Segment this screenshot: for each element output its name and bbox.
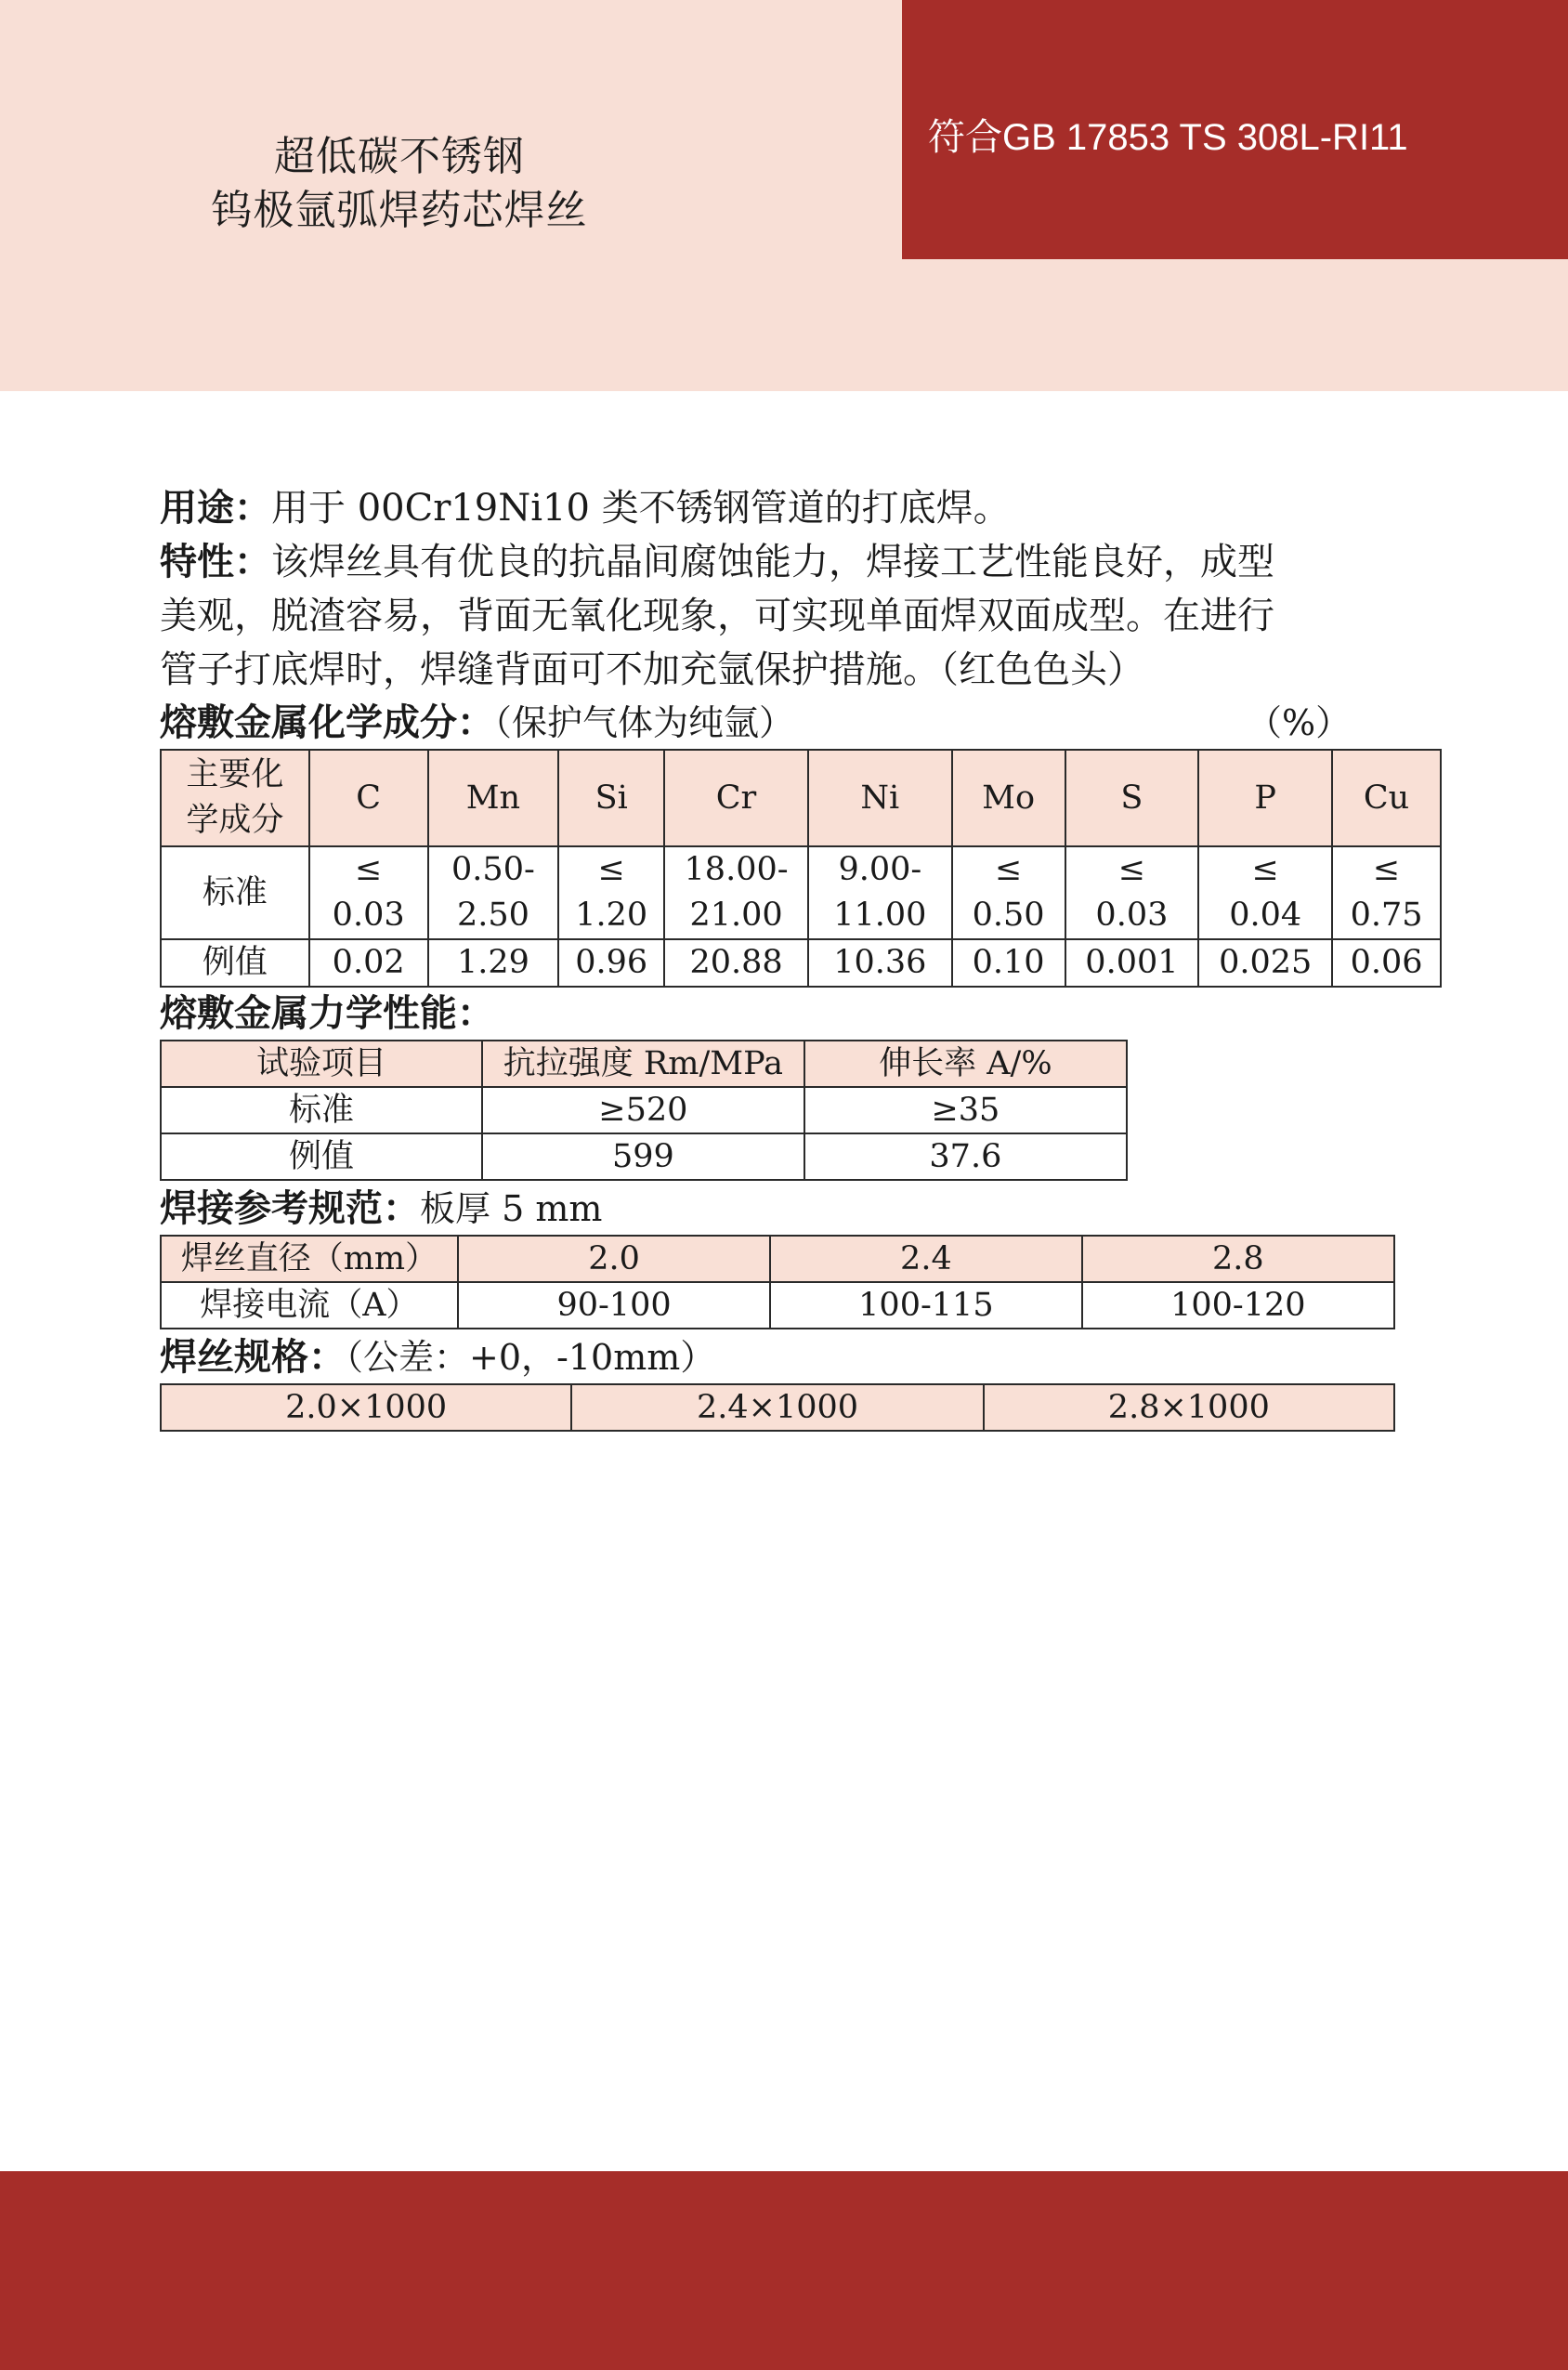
example-cell: 1.29 bbox=[428, 939, 559, 987]
title-line-2: 钨极氩弧焊药芯焊丝 bbox=[211, 187, 588, 234]
element-s: S bbox=[1065, 750, 1199, 846]
features-text-1: 该焊丝具有优良的抗晶间腐蚀能力，焊接工艺性能良好，成型 bbox=[271, 541, 1274, 583]
example-cell: 10.36 bbox=[808, 939, 952, 987]
current-row bbox=[161, 1282, 1394, 1329]
product-title bbox=[130, 130, 669, 238]
std-cell bbox=[428, 846, 559, 939]
example-cell: 0.96 bbox=[558, 939, 664, 987]
std-bottom: 21.00 bbox=[689, 897, 783, 934]
std-top: 18.00- bbox=[684, 851, 789, 888]
element-si: Si bbox=[558, 750, 664, 846]
welding-parameters-table bbox=[160, 1235, 1395, 1329]
wire-size-row bbox=[161, 1384, 1394, 1431]
chem-header-row bbox=[161, 750, 1441, 846]
title-line-1: 超低碳不锈钢 bbox=[274, 133, 525, 180]
mech-cell: 标准 bbox=[161, 1087, 482, 1133]
features-line-3: 管子打底焊时，焊缝背面可不加充氩保护措施。（红色色头） bbox=[160, 648, 1144, 691]
standard-badge bbox=[902, 0, 1568, 259]
std-bottom: 11.00 bbox=[833, 897, 927, 934]
std-top: ≤ bbox=[1117, 851, 1146, 888]
mech-header-cell: 试验项目 bbox=[161, 1041, 482, 1087]
chem-example-label: 例值 bbox=[161, 939, 309, 987]
std-bottom: 1.20 bbox=[575, 897, 648, 934]
std-bottom: 0.50 bbox=[972, 897, 1045, 934]
element-p: P bbox=[1198, 750, 1332, 846]
features-label: 特性： bbox=[160, 541, 271, 583]
mech-header-row bbox=[161, 1041, 1127, 1087]
mech-cell: ≥35 bbox=[804, 1087, 1127, 1133]
std-top: ≤ bbox=[994, 851, 1023, 888]
usage-text: 用于 00Cr19Ni10 类不锈钢管道的打底焊。 bbox=[271, 487, 1011, 530]
mech-cell: ≥520 bbox=[482, 1087, 804, 1133]
chem-note: （保护气体为纯氩） bbox=[494, 702, 795, 743]
spec-heading-text: 焊丝规格： bbox=[160, 1336, 346, 1379]
mechanical-properties-table bbox=[160, 1040, 1128, 1181]
mech-standard-row bbox=[161, 1087, 1127, 1133]
chem-composition-table bbox=[160, 749, 1442, 988]
standard-text: 符合GB 17853 TS 308L-RI11 bbox=[928, 117, 1408, 158]
footer-band bbox=[0, 2171, 1568, 2370]
spec-content bbox=[160, 481, 1442, 1432]
example-cell: 0.025 bbox=[1198, 939, 1332, 987]
std-top: 0.50- bbox=[451, 851, 535, 888]
wire-size-table bbox=[160, 1383, 1395, 1432]
std-cell bbox=[664, 846, 808, 939]
mech-example-row bbox=[161, 1133, 1127, 1180]
std-cell bbox=[808, 846, 952, 939]
wire-size-cell: 2.0×1000 bbox=[161, 1384, 571, 1431]
diameter-cell: 2.0 bbox=[458, 1236, 770, 1282]
spec-note: （公差：+0，-10mm） bbox=[346, 1337, 716, 1378]
chem-standard-row bbox=[161, 846, 1441, 939]
std-cell bbox=[1332, 846, 1441, 939]
element-ni: Ni bbox=[808, 750, 952, 846]
chem-example-row bbox=[161, 939, 1441, 987]
element-cu: Cu bbox=[1332, 750, 1441, 846]
std-cell bbox=[1198, 846, 1332, 939]
std-bottom: 0.04 bbox=[1229, 897, 1302, 934]
chem-header-line-1: 主要化 bbox=[186, 756, 284, 793]
std-top: ≤ bbox=[354, 851, 383, 888]
diameter-cell: 2.4 bbox=[770, 1236, 1081, 1282]
chem-heading-text: 熔敷金属化学成分： bbox=[160, 701, 494, 744]
mech-cell: 599 bbox=[482, 1133, 804, 1180]
mech-cell: 37.6 bbox=[804, 1133, 1127, 1180]
diameter-row bbox=[161, 1236, 1394, 1282]
mech-heading-text: 熔敷金属力学性能： bbox=[160, 992, 494, 1035]
weld-heading-text: 焊接参考规范： bbox=[160, 1187, 420, 1230]
wire-size-cell: 2.8×1000 bbox=[984, 1384, 1394, 1431]
example-cell: 0.06 bbox=[1332, 939, 1441, 987]
current-label: 焊接电流（A） bbox=[161, 1282, 458, 1329]
wire-size-cell: 2.4×1000 bbox=[571, 1384, 983, 1431]
element-mn: Mn bbox=[428, 750, 559, 846]
mech-header-cell: 伸长率 A/% bbox=[804, 1041, 1127, 1087]
example-cell: 0.10 bbox=[952, 939, 1065, 987]
mech-cell: 例值 bbox=[161, 1133, 482, 1180]
chem-header-label bbox=[161, 750, 309, 846]
weld-heading bbox=[160, 1183, 1442, 1235]
std-bottom: 0.75 bbox=[1350, 897, 1423, 934]
element-cr: Cr bbox=[664, 750, 808, 846]
chem-standard-label: 标准 bbox=[161, 846, 309, 939]
features-line-1 bbox=[160, 535, 1442, 589]
std-top: ≤ bbox=[597, 851, 625, 888]
std-cell bbox=[558, 846, 664, 939]
element-mo: Mo bbox=[952, 750, 1065, 846]
element-c: C bbox=[309, 750, 428, 846]
example-cell: 0.02 bbox=[309, 939, 428, 987]
diameter-label: 焊丝直径（mm） bbox=[161, 1236, 458, 1282]
usage-paragraph bbox=[160, 481, 1442, 535]
std-cell bbox=[1065, 846, 1199, 939]
example-cell: 20.88 bbox=[664, 939, 808, 987]
std-bottom: 0.03 bbox=[1095, 897, 1169, 934]
std-top: ≤ bbox=[1251, 851, 1279, 888]
std-bottom: 2.50 bbox=[456, 897, 529, 934]
chem-heading bbox=[160, 697, 1442, 749]
diameter-cell: 2.8 bbox=[1082, 1236, 1394, 1282]
current-cell: 100-115 bbox=[770, 1282, 1081, 1329]
mech-header-cell: 抗拉强度 Rm/MPa bbox=[482, 1041, 804, 1087]
chem-unit: （%） bbox=[1247, 702, 1352, 743]
current-cell: 90-100 bbox=[458, 1282, 770, 1329]
std-cell bbox=[952, 846, 1065, 939]
chem-header-line-2: 学成分 bbox=[186, 802, 284, 839]
example-cell: 0.001 bbox=[1065, 939, 1199, 987]
features-line-2: 美观，脱渣容易，背面无氧化现象，可实现单面焊双面成型。在进行 bbox=[160, 595, 1274, 637]
std-cell bbox=[309, 846, 428, 939]
weld-note: 板厚 5 mm bbox=[420, 1188, 603, 1229]
std-top: ≤ bbox=[1372, 851, 1401, 888]
std-top: 9.00- bbox=[838, 851, 922, 888]
std-bottom: 0.03 bbox=[332, 897, 405, 934]
current-cell: 100-120 bbox=[1082, 1282, 1394, 1329]
usage-label: 用途： bbox=[160, 487, 271, 530]
mech-heading bbox=[160, 988, 1442, 1040]
spec-heading bbox=[160, 1331, 1442, 1383]
